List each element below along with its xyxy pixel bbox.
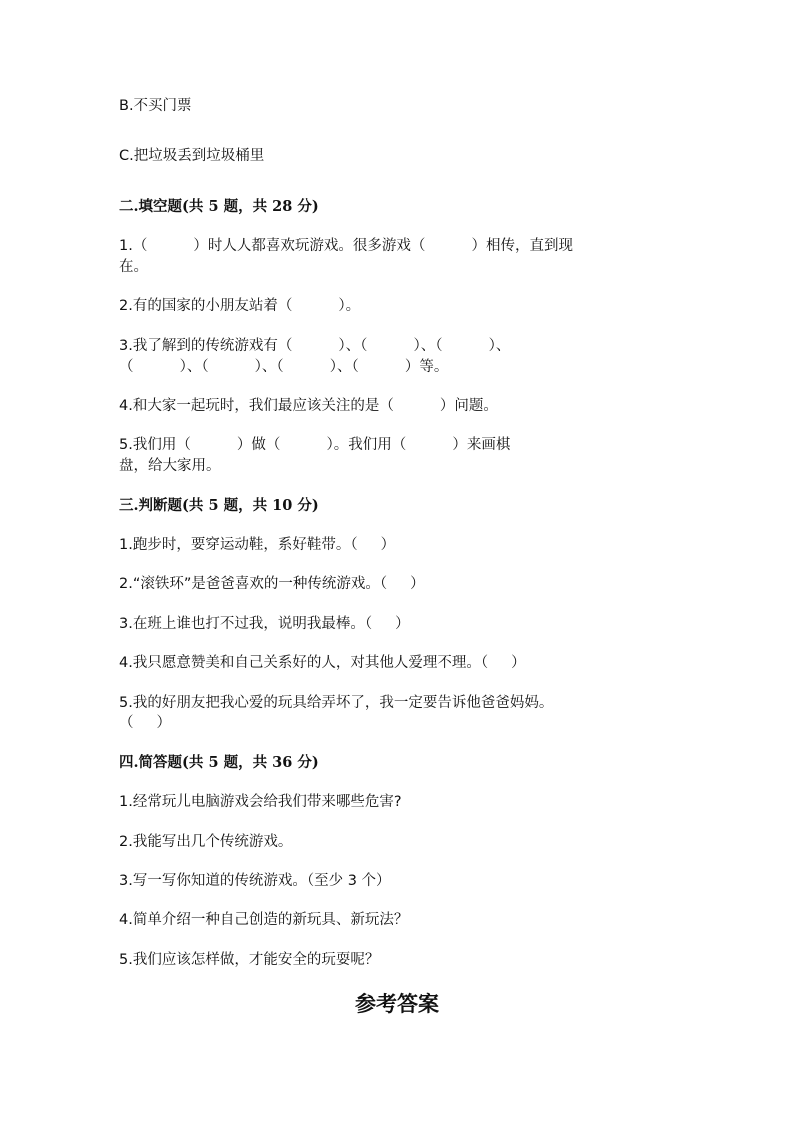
fill-blank-q3-line2: （ ）、（ ）、（ ）、（ ）等。 (119, 359, 449, 375)
short-answer-q5: 5.我们应该怎样做，才能安全的玩耍呢？ (119, 952, 380, 968)
true-false-q2: 2.“滚铁环”是爸爸喜欢的一种传统游戏。（ ） (119, 576, 425, 592)
short-answer-q1: 1.经常玩儿电脑游戏会给我们带来哪些危害? (119, 794, 402, 810)
section-header-true-false: 三.判断题(共 5 题，共 10 分) (119, 497, 319, 514)
section-header-short-answer: 四.简答题(共 5 题，共 36 分) (119, 754, 319, 771)
fill-blank-q3-line1: 3.我了解到的传统游戏有（ ）、（ ）、（ ）、 (119, 338, 511, 354)
short-answer-q2: 2.我能写出几个传统游戏。 (119, 834, 293, 850)
choice-option-b: B.不买门票 (119, 98, 192, 114)
short-answer-q4: 4.简单介绍一种自己创造的新玩具、新玩法？ (119, 912, 409, 928)
fill-blank-q4: 4.和大家一起玩时，我们最应该关注的是（ ）问题。 (119, 398, 498, 414)
true-false-q1: 1.跑步时，要穿运动鞋，系好鞋带。（ ） (119, 537, 396, 553)
true-false-q5-line2: （ ） (119, 715, 172, 731)
fill-blank-q5-line2: 盘，给大家用。 (119, 458, 221, 474)
fill-blank-q5-line1: 5.我们用（ ）做（ ）。我们用（ ）来画棋 (119, 437, 511, 453)
fill-blank-q2: 2.有的国家的小朋友站着（ ）。 (119, 298, 361, 314)
short-answer-q3: 3.写一写你知道的传统游戏。（至少 3 个） (119, 873, 391, 889)
answer-key-title: 参考答案 (355, 991, 439, 1016)
fill-blank-q1-line1: 1.（ ）时人人都喜欢玩游戏。很多游戏（ ）相传，直到现 (119, 238, 574, 254)
true-false-q5-line1: 5.我的好朋友把我心爱的玩具给弄坏了，我一定要告诉他爸爸妈妈。 (119, 695, 554, 711)
fill-blank-q1-line2: 在。 (119, 259, 148, 275)
true-false-q3: 3.在班上谁也打不过我，说明我最棒。（ ） (119, 616, 410, 632)
section-header-fill-blank: 二.填空题(共 5 题，共 28 分) (119, 198, 319, 215)
true-false-q4: 4.我只愿意赞美和自己关系好的人，对其他人爱理不理。（ ） (119, 655, 526, 671)
choice-option-c: C.把垃圾丢到垃圾桶里 (119, 148, 265, 164)
